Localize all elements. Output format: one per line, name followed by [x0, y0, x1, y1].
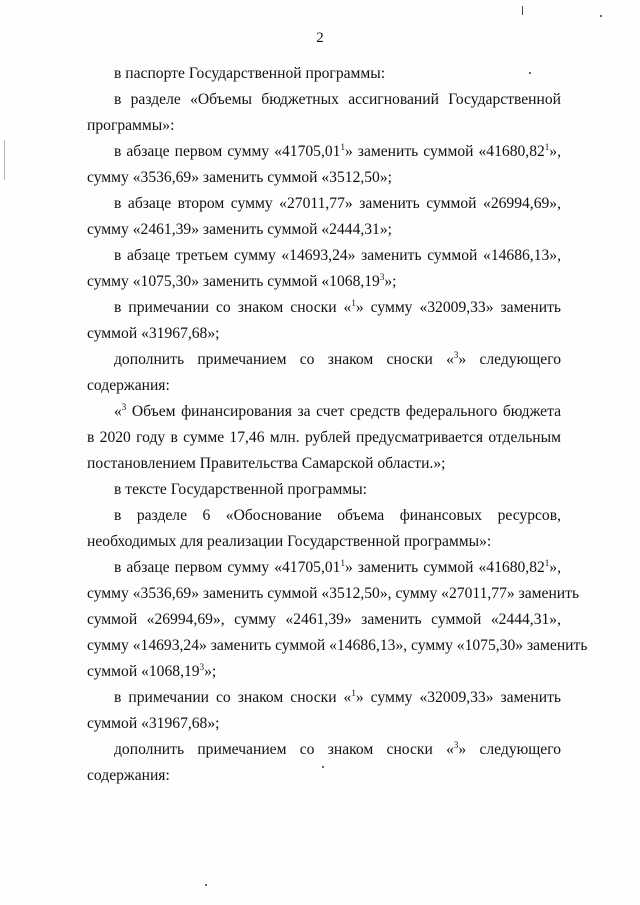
text-line: в тексте Государственной программы:	[114, 481, 368, 498]
document-body	[87, 61, 588, 789]
text-line: в абзаце первом сумму «41705,01$^1$» заменить суммой «41680,82$^1$»,	[114, 558, 561, 576]
text-line: содержания:	[87, 377, 170, 394]
text-line: содержания:	[87, 767, 170, 784]
text-line: дополнить примечанием со знаком сноски «$^3$» следующего	[114, 350, 561, 368]
scan-mark	[522, 6, 523, 15]
scan-speck	[205, 884, 207, 886]
text-line: в абзаце втором сумму «27011,77» заменить суммой «26994,69»,	[114, 195, 561, 212]
text-line: сумму «14693,24» заменить суммой «14686,13», сумму «1075,30» заменить	[87, 637, 588, 654]
scan-speck	[529, 72, 531, 74]
text-line: сумму «2461,39» заменить суммой «2444,31»;	[87, 221, 392, 238]
scan-speck	[600, 15, 602, 17]
text-line: сумму «1075,30» заменить суммой «1068,19$^3$»;	[87, 272, 397, 290]
text-line: суммой «31967,68»;	[87, 715, 220, 732]
text-line: сумму «3536,69» заменить суммой «3512,50»;	[87, 169, 392, 186]
text-line: программы»:	[87, 117, 175, 134]
text-line: в абзаце третьем сумму «14693,24» заменить суммой «14686,13»,	[114, 247, 561, 264]
text-line: суммой «31967,68»;	[87, 325, 220, 342]
page-number: 2	[316, 30, 324, 46]
text-line: в разделе «Объемы бюджетных ассигнований Государственной	[114, 91, 561, 108]
text-line: в примечании со знаком сноски «$^1$» сумму «32009,33» заменить	[114, 688, 562, 706]
scan-speck	[322, 766, 324, 768]
text-line: в разделе 6 «Обоснование объема финансовых ресурсов,	[114, 507, 561, 524]
text-line: «$^3$ Объем финансирования за счет средств федерального бюджета	[114, 402, 561, 420]
text-line: сумму «3536,69» заменить суммой «3512,50», сумму «27011,77» заменить	[87, 585, 580, 602]
text-line: суммой «1068,19$^3$»;	[87, 662, 217, 680]
text-line: постановлением Правительства Самарской области.»;	[87, 455, 446, 472]
text-line: в 2020 году в сумме 17,46 млн. рублей предусматривается отдельным	[87, 429, 561, 446]
text-line: необходимых для реализации Государственной программы»:	[87, 533, 492, 550]
text-line: суммой «26994,69», сумму «2461,39» заменить суммой «2444,31»,	[87, 611, 561, 628]
text-line: в паспорте Государственной программы:	[114, 65, 386, 82]
text-line: в абзаце первом сумму «41705,01$^1$» заменить суммой «41680,82$^1$»,	[114, 142, 561, 160]
text-line: дополнить примечанием со знаком сноски «$^3$» следующего	[114, 740, 561, 758]
scan-mark	[4, 140, 5, 180]
text-line: в примечании со знаком сноски «$^1$» сумму «32009,33» заменить	[114, 298, 562, 316]
